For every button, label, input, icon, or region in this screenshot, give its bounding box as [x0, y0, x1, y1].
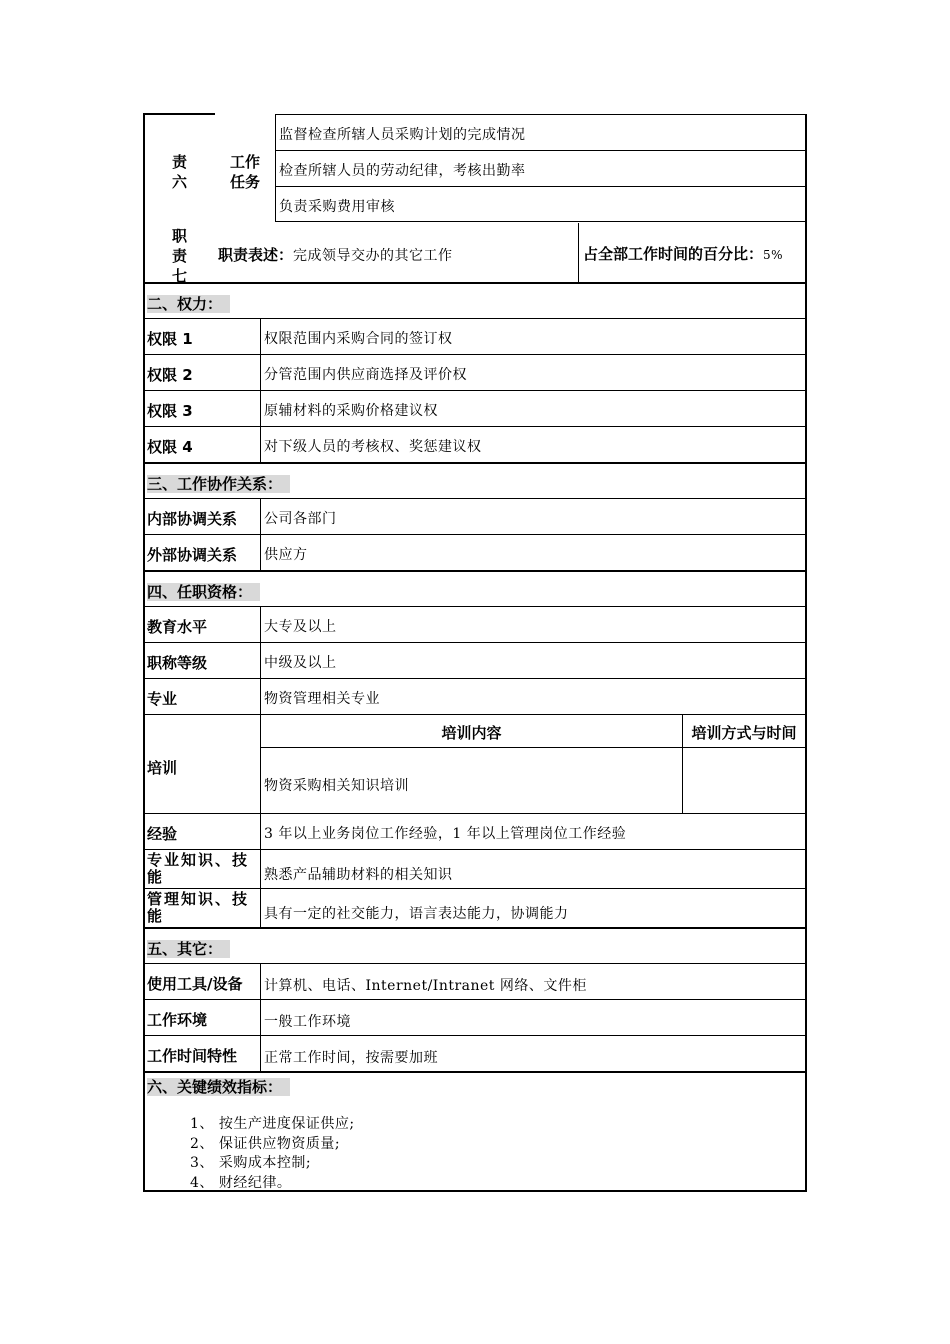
row-key: 培训 [145, 715, 261, 813]
table-row [145, 1035, 805, 1071]
task-item: 检查所辖人员的劳动纪律，考核出勤率 [275, 150, 807, 186]
other-title: 五、其它： [147, 940, 230, 958]
table-row [145, 888, 805, 927]
row-key: 工作时间特性 [145, 1036, 261, 1071]
row-value: 原辅材料的采购价格建议权 [264, 403, 438, 419]
duty7-pct-value: 5% [763, 248, 784, 262]
row-key: 教育水平 [145, 607, 261, 642]
row-value: 大专及以上 [264, 619, 337, 635]
duty6-task-label: 工作 任务 [230, 153, 261, 191]
row-value: 熟悉产品辅助材料的相关知识 [264, 867, 453, 883]
row-key: 职称等级 [145, 643, 261, 678]
row-value: 对下级人员的考核权、奖惩建议权 [264, 439, 482, 455]
table-row [145, 426, 805, 462]
row-value: 一般工作环境 [264, 1014, 351, 1030]
section-title [145, 284, 805, 318]
row-key: 专业 [145, 679, 261, 714]
row-key: 工作环境 [145, 1000, 261, 1035]
list-item: 2、 保证供应物资质量; [190, 1135, 341, 1152]
table-row [145, 678, 805, 714]
table-row [145, 813, 805, 849]
duty6-task-list [275, 114, 807, 222]
table-row [145, 849, 805, 888]
training-grid [261, 715, 805, 813]
row-value: 分管范围内供应商选择及评价权 [264, 367, 467, 383]
duty7-label: 职 责 七 [172, 227, 188, 285]
training-content: 物资采购相关知识培训 [261, 748, 683, 813]
training-method-header: 培训方式与时间 [691, 724, 797, 742]
row-key: 外部协调关系 [145, 535, 261, 570]
duty7-description [218, 244, 453, 265]
row-key: 权限 4 [145, 427, 261, 462]
relations-section [143, 464, 807, 572]
list-item: 3、 采购成本控制; [190, 1155, 312, 1171]
other-section [143, 929, 807, 1073]
task-item: 监督检查所辖人员采购计划的完成情况 [275, 114, 807, 150]
duty6-label: 责 六 [172, 153, 188, 191]
table-row [145, 534, 805, 570]
training-method [683, 748, 805, 813]
row-key: 内部协调关系 [145, 499, 261, 534]
kpi-list [190, 1115, 805, 1193]
table-row [145, 963, 805, 999]
list-item: 4、 财经纪律。 [190, 1174, 292, 1191]
table-row [145, 642, 805, 678]
row-value: 计算机、电话、Internet/Intranet 网络、文件柜 [264, 978, 587, 994]
duty7-desc-label: 职责表述： [218, 246, 294, 264]
job-description-sheet [143, 114, 807, 1192]
table-row [145, 606, 805, 642]
training-body [261, 748, 805, 813]
table-row [145, 390, 805, 426]
row-value: 供应方 [264, 547, 308, 563]
row-key: 权限 3 [145, 391, 261, 426]
qualifications-section [143, 572, 807, 929]
duty7-pct-label: 占全部工作时间的百分比： [583, 245, 764, 263]
row-key: 权限 1 [145, 319, 261, 354]
row-value: 具有一定的社交能力，语言表达能力，协调能力 [264, 906, 569, 922]
list-item: 1、 按生产进度保证供应; [190, 1116, 355, 1132]
task-item: 负责采购费用审核 [275, 186, 807, 222]
row-key: 经验 [145, 814, 261, 849]
top-rule [143, 113, 215, 115]
row-value: 公司各部门 [264, 511, 337, 527]
table-row [145, 999, 805, 1035]
powers-title: 二、权力： [147, 295, 230, 313]
relations-title: 三、工作协作关系： [147, 475, 290, 493]
section-title [145, 572, 805, 606]
duty7-percent [578, 223, 807, 282]
powers-section [143, 284, 807, 464]
training-header [261, 715, 805, 748]
row-value: 物资管理相关专业 [264, 691, 380, 707]
duty-block [143, 114, 807, 284]
section-title [145, 929, 805, 963]
row-value: 正常工作时间，按需要加班 [264, 1050, 438, 1066]
section-title [145, 1073, 805, 1097]
kpi-section [143, 1073, 807, 1192]
row-value: 3 年以上业务岗位工作经验，1 年以上管理岗位工作经验 [264, 826, 627, 842]
table-row [145, 498, 805, 534]
row-key: 使用工具/设备 [145, 964, 261, 999]
training-content-header: 培训内容 [261, 715, 683, 747]
table-row [145, 354, 805, 390]
qualifications-title: 四、任职资格： [147, 583, 260, 601]
row-value: 权限范围内采购合同的签订权 [264, 331, 453, 347]
row-value: 中级及以上 [264, 655, 337, 671]
section-title [145, 464, 805, 498]
kpi-title: 六、关键绩效指标： [147, 1078, 290, 1096]
table-row [145, 318, 805, 354]
training-row [145, 714, 805, 813]
duty7-desc-value: 完成领导交办的其它工作 [293, 248, 453, 264]
row-key: 权限 2 [145, 355, 261, 390]
row-key: 管理知识、技能 [145, 889, 261, 927]
row-key: 专业知识、技能 [145, 850, 261, 888]
